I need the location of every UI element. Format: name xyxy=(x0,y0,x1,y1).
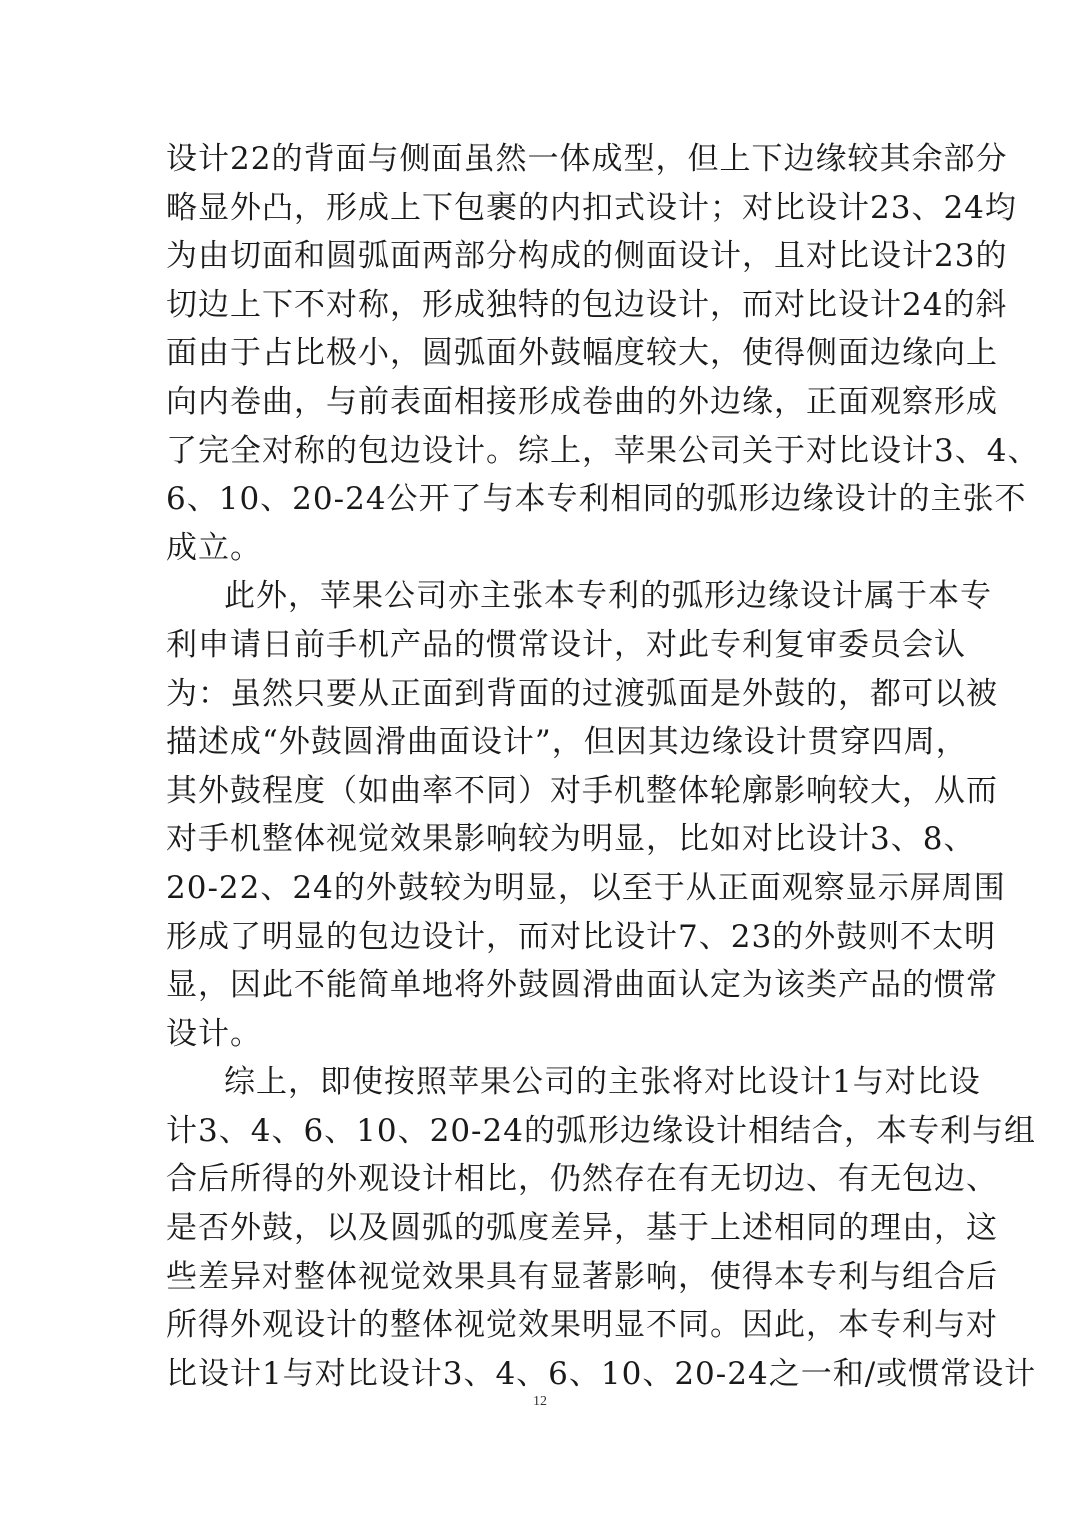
paragraph-line: 合后所得的外观设计相比，仍然存在有无切边、有无包边、 xyxy=(166,1161,998,1198)
paragraph-line: 向内卷曲，与前表面相接形成卷曲的外边缘，正面观察形成 xyxy=(166,383,998,420)
paragraph-line: 面由于占比极小，圆弧面外鼓幅度较大，使得侧面边缘向上 xyxy=(166,335,998,372)
paragraph-line: 所得外观设计的整体视觉效果明显不同。因此，本专利与对 xyxy=(166,1307,998,1344)
paragraph-line: 设计。 xyxy=(166,1015,262,1052)
paragraph-line: 设计22的背面与侧面虽然一体成型，但上下边缘较其余部分 xyxy=(166,141,1008,177)
paragraph-line: 计3、4、6、10、20-24的弧形边缘设计相结合，本专利与组 xyxy=(166,1112,1036,1149)
paragraph-line: 是否外鼓，以及圆弧的弧度差异，基于上述相同的理由，这 xyxy=(166,1210,998,1247)
paragraph-first-line: 此外，苹果公司亦主张本专利的弧形边缘设计属于本专 xyxy=(224,578,992,615)
paragraph-line: 成立。 xyxy=(166,529,262,566)
paragraph-line: 为：虽然只要从正面到背面的过渡弧面是外鼓的，都可以被 xyxy=(166,675,998,712)
paragraph-line: 些差异对整体视觉效果具有显著影响，使得本专利与组合后 xyxy=(166,1258,998,1295)
paragraph-line: 显，因此不能简单地将外鼓圆滑曲面认定为该类产品的惯常 xyxy=(166,967,998,1004)
paragraph-line: 6、10、20-24公开了与本专利相同的弧形边缘设计的主张不 xyxy=(166,481,1027,518)
paragraph-line: 其外鼓程度（如曲率不同）对手机整体轮廓影响较大，从而 xyxy=(166,772,998,809)
paragraph-line: 切边上下不对称，形成独特的包边设计，而对比设计24的斜 xyxy=(166,286,1008,323)
paragraph-line: 形成了明显的包边设计，而对比设计7、23的外鼓则不太明 xyxy=(166,918,997,955)
paragraph-line: 比设计1与对比设计3、4、6、10、20-24之一和/或惯常设计 xyxy=(166,1355,1037,1392)
paragraph-line: 略显外凸，形成上下包裹的内扣式设计；对比设计23、24均 xyxy=(166,189,1017,226)
paragraph-line: 20-22、24的外鼓较为明显，以至于从正面观察显示屏周围 xyxy=(166,869,1006,906)
paragraph-line: 描述成“外鼓圆滑曲面设计”，但因其边缘设计贯穿四周， xyxy=(166,724,968,761)
paragraph-line: 为由切面和圆弧面两部分构成的侧面设计，且对比设计23的 xyxy=(166,238,1008,275)
body-text xyxy=(166,135,1040,1398)
page-number: 12 xyxy=(533,1394,547,1409)
paragraph-line: 利申请日前手机产品的惯常设计，对此专利复审委员会认 xyxy=(166,626,966,663)
paragraph-line: 了完全对称的包边设计。综上，苹果公司关于对比设计3、4、 xyxy=(166,432,1040,469)
paragraph-line: 对手机整体视觉效果影响较为明显，比如对比设计3、8、 xyxy=(166,821,976,858)
paragraph-first-line: 综上，即使按照苹果公司的主张将对比设计1与对比设 xyxy=(224,1064,981,1101)
